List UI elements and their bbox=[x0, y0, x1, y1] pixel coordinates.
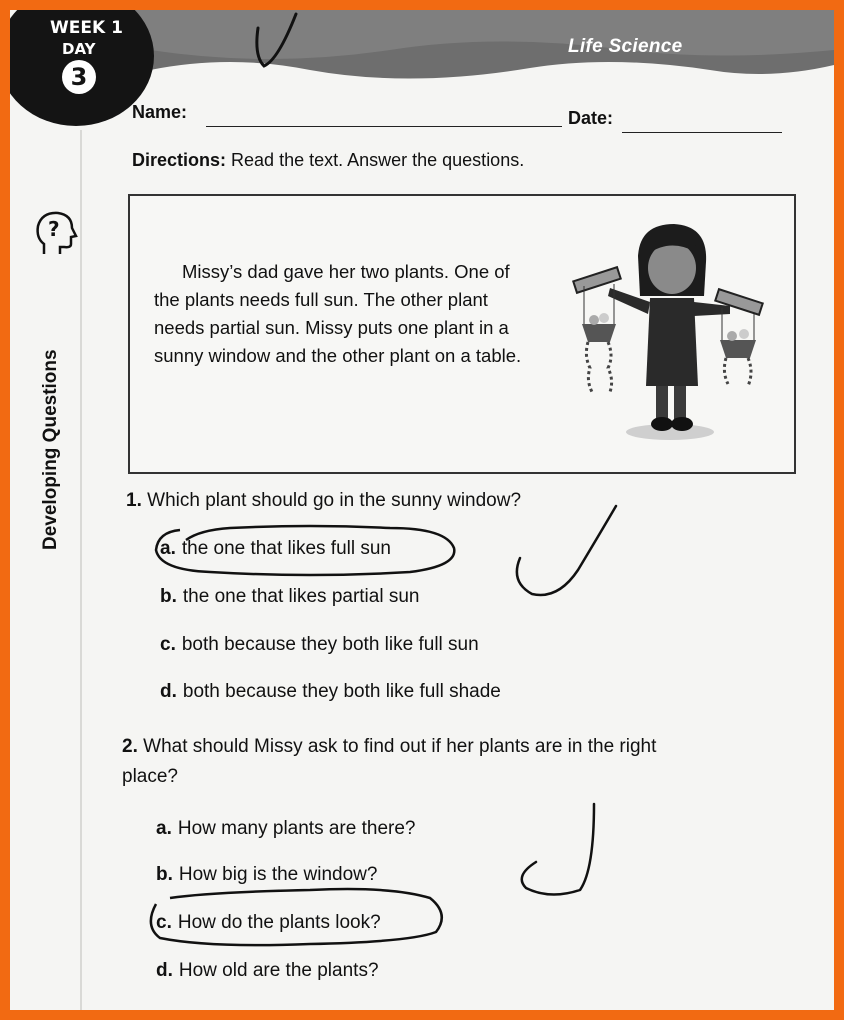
pen-marks bbox=[10, 10, 834, 1010]
option-letter: b. bbox=[160, 586, 177, 607]
option-text: both because they both like full shade bbox=[182, 681, 501, 702]
subject-title: Life Science bbox=[568, 36, 683, 57]
q1-check-mark bbox=[517, 506, 616, 595]
worksheet-page bbox=[10, 10, 834, 1010]
top-check-mark bbox=[257, 14, 296, 66]
day-number: 3 bbox=[62, 60, 96, 94]
q2-check-mark bbox=[522, 804, 594, 895]
directions-label: Directions: bbox=[132, 150, 227, 170]
week-label: WEEK 1 bbox=[50, 18, 123, 38]
option-text: both because they both like full sun bbox=[181, 634, 479, 655]
option-letter: d. bbox=[156, 960, 173, 981]
question-number: 1. bbox=[126, 490, 142, 511]
option-letter: a. bbox=[160, 538, 176, 559]
option-text: How do the plants look? bbox=[177, 912, 381, 933]
passage-text: Missy’s dad gave her two plants. One of the plants needs full sun. The other plant needs partial sun. Missy puts one plant in a sunny window and the other plant on a table. bbox=[154, 261, 522, 366]
option-letter: b. bbox=[156, 864, 173, 885]
option-text: How big is the window? bbox=[178, 864, 378, 885]
option-text: the one that likes full sun bbox=[181, 538, 391, 559]
svg-text:?: ? bbox=[48, 217, 60, 241]
option-letter: c. bbox=[156, 912, 172, 933]
option-letter: c. bbox=[160, 634, 176, 655]
question-prompt: Which plant should go in the sunny window? bbox=[147, 490, 522, 511]
name-label: Name: bbox=[132, 102, 188, 122]
directions-text: Read the text. Answer the questions. bbox=[226, 150, 525, 170]
option-text: How many plants are there? bbox=[177, 818, 416, 839]
question-number: 2. bbox=[122, 736, 138, 757]
option-text: How old are the plants? bbox=[178, 960, 379, 981]
q1-answer-circle bbox=[156, 526, 454, 575]
sidebar-title: Developing Questions bbox=[40, 349, 61, 550]
day-label: DAY bbox=[62, 40, 96, 58]
question-prompt: What should Missy ask to find out if her plants are in the right place? bbox=[122, 736, 657, 787]
option-letter: a. bbox=[156, 818, 172, 839]
option-text: the one that likes partial sun bbox=[182, 586, 420, 607]
date-label: Date: bbox=[568, 108, 614, 128]
option-letter: d. bbox=[160, 681, 177, 702]
q2-answer-circle bbox=[151, 889, 442, 945]
